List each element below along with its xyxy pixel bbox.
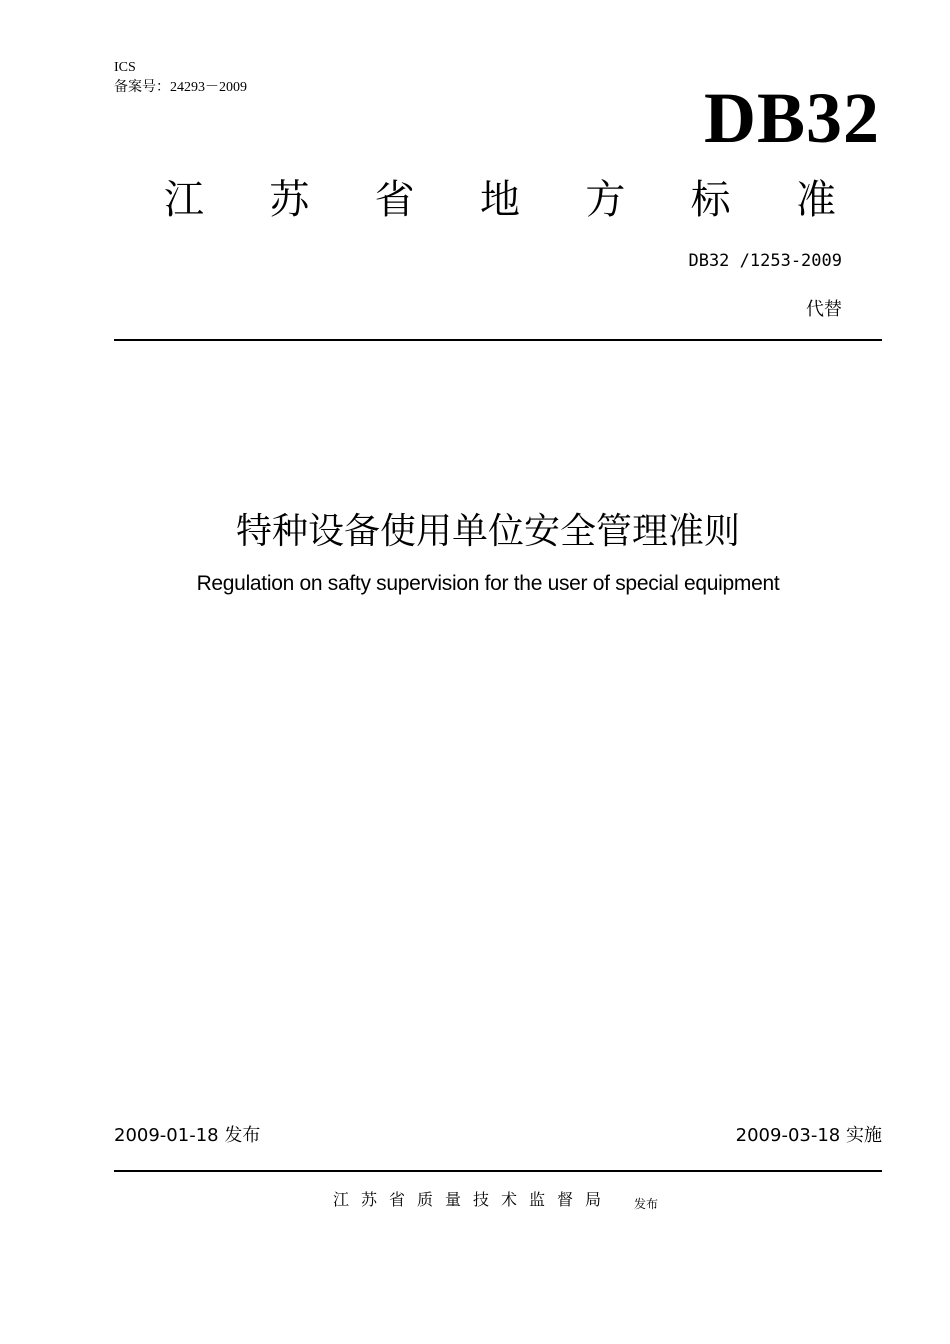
standard-type-char: 标 — [690, 177, 731, 223]
bottom-divider — [114, 1170, 882, 1172]
implement-date: 2009-03-18 实施 — [735, 1125, 882, 1146]
standard-type-char: 方 — [585, 177, 626, 223]
standard-type-char: 江 — [164, 177, 204, 223]
ics-label: ICS — [114, 60, 136, 75]
standard-type-title — [114, 172, 882, 228]
standard-number: DB32 /1253-2009 — [688, 251, 842, 271]
publish-date: 2009-01-18 发布 — [114, 1125, 261, 1146]
replaces-label: 代替 — [806, 299, 842, 320]
issuer-suffix: 发布 — [634, 1197, 659, 1211]
standard-type-char: 地 — [479, 177, 520, 223]
standard-type-char: 省 — [374, 177, 415, 223]
standard-type-char: 准 — [795, 177, 836, 223]
top-divider — [114, 339, 882, 341]
record-number: 备案号：24293－2009 — [114, 80, 247, 95]
issuer-name: 江苏省质量技术监督局 — [333, 1190, 614, 1209]
db-code-logo: DB32 — [703, 78, 880, 158]
document-title-cn: 特种设备使用单位安全管理准则 — [235, 511, 740, 552]
standard-type-char: 苏 — [269, 177, 310, 223]
document-title-en: Regulation on safty supervision for the user of special equipment — [196, 572, 780, 595]
